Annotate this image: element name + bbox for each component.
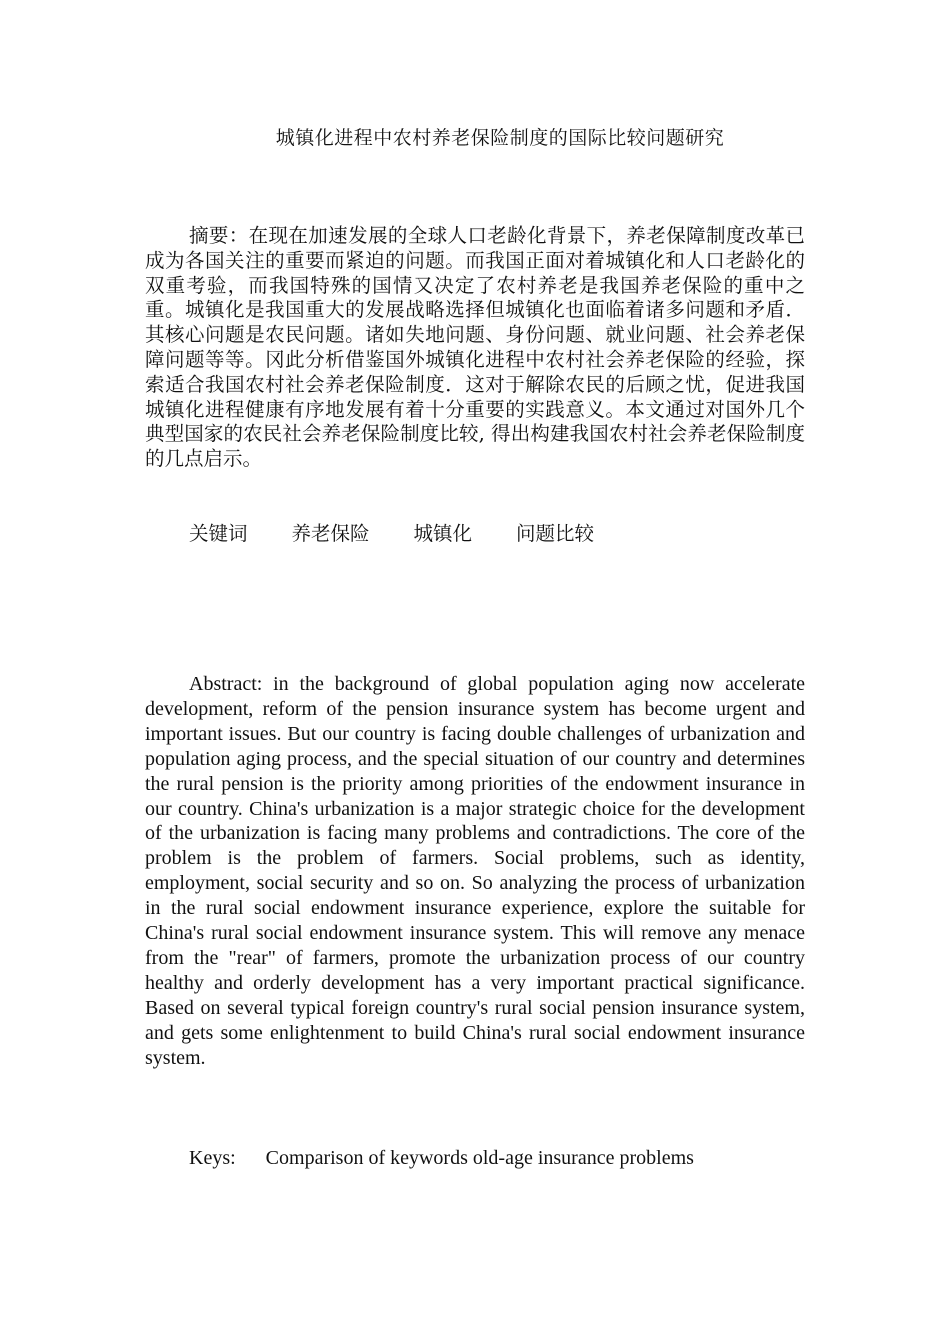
chinese-keywords xyxy=(189,520,594,548)
paper-title: 城镇化进程中农村养老保险制度的国际比较问题研究 xyxy=(275,127,725,149)
chinese-keywords-label: 关键词 xyxy=(189,522,248,545)
english-keywords-label: Keys: xyxy=(189,1147,236,1169)
english-keywords-text: Comparison of keywords old-age insurance problems xyxy=(265,1147,694,1169)
keyword-item: 养老保险 xyxy=(291,522,370,545)
english-abstract: Abstract: in the background of global population aging now accelerate development, reform of the pension insurance system has become urgent and important issues. But our country is facing double challenges of urbanization and population aging process, and the special situation of our country and determines the rural pension is the priority among priorities of the endowment insurance in our country. China's urbanization is a major strategic choice for the development of the urbanization is facing many problems and contradictions. The core of the problem is the problem of farmers. Social problems, such as identity, employment, social security and so on. So analyzing the process of urbanization in the rural social endowment insurance experience, explore the suitable for China's rural social endowment insurance system. This will remove any menace from the "rear" of farmers, promote the urbanization process of our country healthy and orderly development has a very important practical significance. Based on several typical foreign country's rural social pension insurance system, and gets some enlightenment to build China's rural social endowment insurance system. xyxy=(145,673,805,1069)
english-keywords xyxy=(189,1145,694,1171)
keyword-item: 城镇化 xyxy=(413,522,473,545)
keyword-item: 问题比较 xyxy=(516,522,595,545)
chinese-abstract: 摘要：在现在加速发展的全球人口老龄化背景下，养老保障制度改革已成为各国关注的重要而紧迫的问题。而我国正面对着城镇化和人口老龄化的双重考验，而我国特殊的国情又决定了农村养老是我国养老保险的重中之重。城镇化是我国重大的发展战略选择但城镇化也面临着诸多问题和矛盾．其核心问题是农民问题。诸如失地问题、身份问题、就业问题、社会养老保障问题等等。冈此分析借鉴国外城镇化进程中农村社会养老保险的经验，探索适合我国农村社会养老保险制度．这对于解除农民的后顾之忧，促进我国城镇化进程健康有序地发展有着十分重要的实践意义。本文通过对国外几个典型国家的农民社会养老保险制度比较, 得出构建我国农村社会养老保险制度的几点启示。 xyxy=(145,224,805,471)
